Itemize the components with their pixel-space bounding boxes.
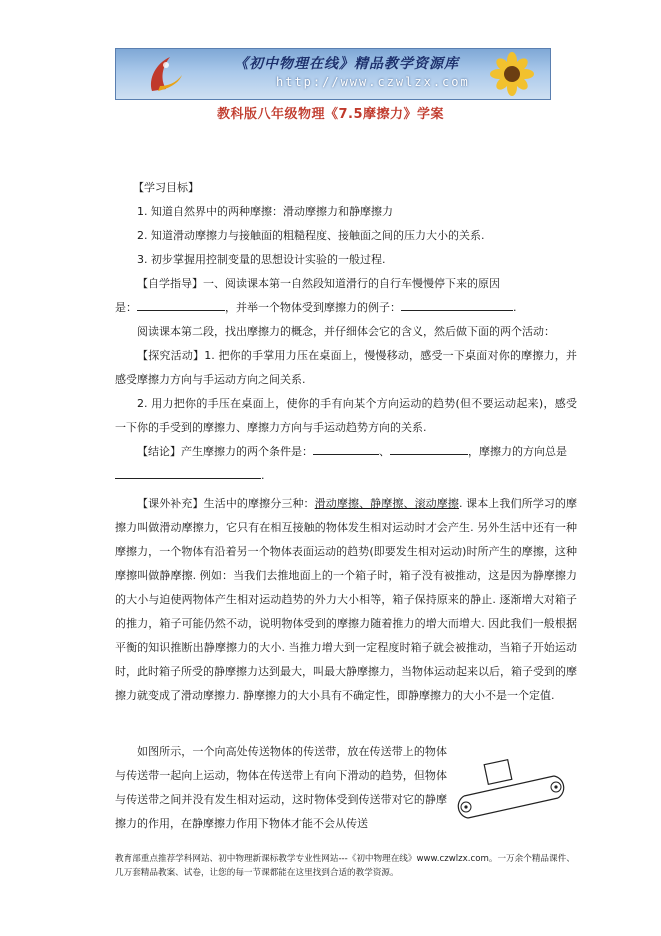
page-title: 教科版八年级物理《7.5摩擦力》学案 [216,107,445,122]
self-study-section [115,272,577,488]
guide-text: . [513,301,517,314]
explore-text: 1. 把你的手掌用力压在桌面上，慢慢移动，感受一下桌面对你的摩擦力，并感受摩擦力方向与手运动方向之间关系. [115,349,577,386]
guide-blank-line [115,296,577,320]
answer-blank[interactable] [401,298,513,311]
answer-blank[interactable] [115,466,261,479]
logo-icon [144,53,184,95]
guide-text: 是： [115,301,137,314]
conclusion-text: . [261,469,265,482]
conveyor-belt-diagram [450,758,580,840]
guide-paragraph [115,272,577,296]
answer-blank[interactable] [390,442,468,455]
conclusion-paragraph [115,440,577,464]
banner-title: 《初中物理在线》精品教学资源库 [234,56,459,72]
extra-label: 【课外补充】 [137,497,204,510]
goal-item: 2. 知道滑动摩擦力与接触面的粗糙程度、接触面之间的压力大小的关系. [137,229,485,242]
answer-blank[interactable] [137,298,225,311]
explore-label: 【探究活动】 [137,349,205,362]
sunflower-icon [482,51,542,97]
explore-activity-2: 2. 用力把你的手压在桌面上，使你的手有向某个方向运动的趋势(但不要运动起来)，感受一下你的手受到的摩擦力、摩擦力方向与手运动趋势方向的关系. [115,397,577,434]
conveyor-text: 如图所示，一个向高处传送物体的传送带，放在传送带上的物体与传送带一起向上运动，物体在传送带上有向下滑动的趋势，但物体与传送带之间并没有发生相对运动，这时物体受到传送带对它的静摩擦力的作用，在静摩擦力作用下物体才能不会从传送 [115,745,447,830]
extra-text: 生活中的摩擦分三种： [203,497,315,510]
guide-instruction: 阅读课本第二段，找出摩擦力的概念，并仔细体会它的含义，然后做下面的两个活动： [137,325,555,338]
extra-text: . 课本上我们所学习的摩擦力叫做滑动摩擦力，它只有在相互接触的物体发生相对运动时才会产生. 另外生活中还有一种摩擦力，一个物体有沿着另一个物体表面运动的趋势(即要发生相对运动)时所产生的摩擦，这种摩擦叫做静摩擦. 例如：当我们去推地面上的一个箱子时，箱子没有被推动，这是因为静摩擦力的大小与迫使两物体产生相对运动趋势的外力大小相等，箱子保持原来的静止. 逐渐增大对箱子的推力，箱子可能仍然不动，说明物体受到的摩擦力随着推力的增大而增大. 因此我们一般根据平衡的知识推断出静摩擦力的大小. 当推力增大到一定程度时箱子就会被推动，当箱子开始运动时，此时箱子所受的静摩擦力达到最大，叫最大静摩擦力，当物体运动起来以后，箱子受到的摩擦力就变成了滑动摩擦力. 静摩擦力的大小具有不确定性，即静摩擦力的大小不是一个定值. [115,497,578,702]
conclusion-text: 产生摩擦力的两个条件是： [181,445,313,458]
conclusion-label: 【结论】 [137,445,181,458]
extra-paragraph [115,492,577,708]
page-footer: 教育部重点推荐学科网站、初中物理新课标教学专业性网站---《初中物理在线》www.czwlzx.com。一万余个精品课件、几万套精品教案、试卷，让您的每一节课都能在这里找到合适的教学资源。 [115,854,575,878]
guide-text: 一、阅读课本第一自然段知道滑行的自行车慢慢停下来的原因 [203,277,500,290]
answer-blank[interactable] [313,442,379,455]
friction-types: 滑动摩擦、静摩擦、滚动摩擦 [314,497,459,510]
banner-url[interactable]: http://www.czwlzx.com [276,75,470,89]
goals-heading: 【学习目标】 [133,181,199,194]
conclusion-continuation [115,464,577,488]
goal-item: 1. 知道自然界中的两种摩擦：滑动摩擦力和静摩擦力 [137,205,393,218]
goal-item: 3. 初步掌握用控制变量的思想设计实验的一般过程. [137,253,386,266]
guide-text: ，并举一个物体受到摩擦力的例子： [225,301,401,314]
learning-goals [115,176,577,272]
explore-activity-1 [115,344,577,392]
belt-bottom [468,798,558,818]
conclusion-text: ，摩擦力的方向总是 [468,445,567,458]
header-banner [115,48,551,100]
box-shape [484,760,512,785]
guide-label: 【自学指导】 [137,277,203,290]
extra-reading-section [115,492,577,708]
conclusion-text: 、 [379,445,390,458]
conveyor-paragraph [115,740,447,836]
